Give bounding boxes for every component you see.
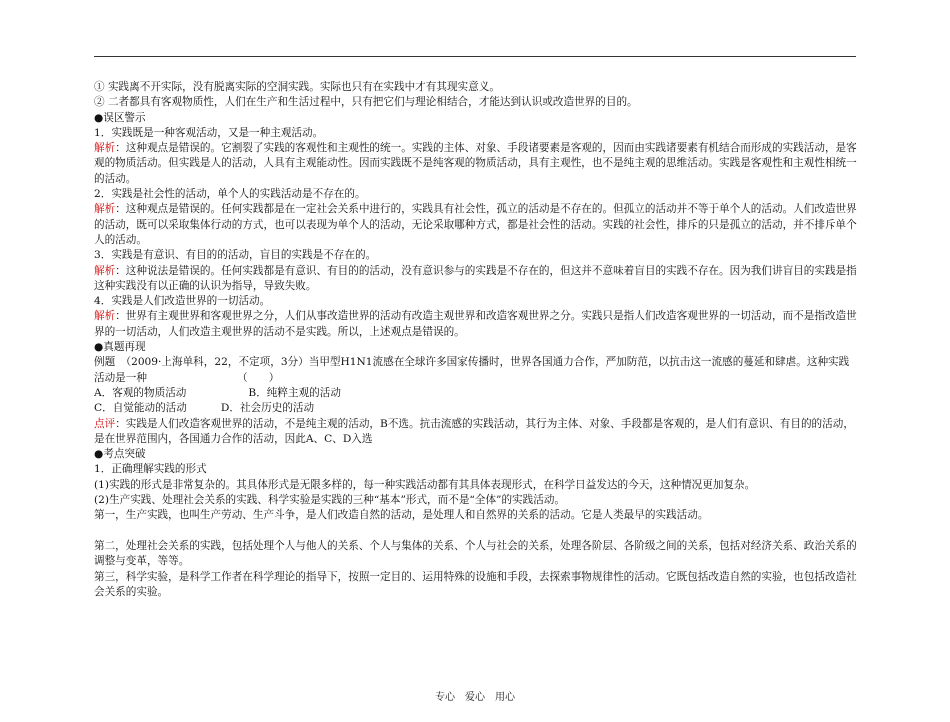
section-heading-exam: ●真题再现 [94,341,146,354]
key-point-3: (2)生产实践、处理社会关系的实践、科学实验是实践的三种“基本”形式，而不是“全体”的实践活动。 [94,494,566,507]
misconception-1: 1．实践既是一种客观活动，又是一种主观活动。 [94,126,324,139]
option-c: C．自觉能动的活动 [94,402,187,415]
example-question [94,355,858,386]
analysis-label: 解析 [94,264,116,277]
section-heading-key-points: ●考点突破 [94,448,146,461]
analysis-text: ：这种说法是错误的。任何实践都是有意识、有目的的活动，没有意识参与的实践是不存在的，但这并不意味着盲目的实践不存在。因为我们讲盲目的实践是指这种实践没有以正确的认识为指导，导致失败。 [94,264,857,292]
commentary-label: 点评 [94,417,116,430]
analysis-label: 解析 [94,310,116,323]
point-2: ② 二者都具有客观物质性，人们在生产和生活过程中，只有把它们与理论相结合，才能达到认识或改造世界的目的。 [94,96,638,109]
misconception-4: 4．实践是人们改造世界的一切活动。 [94,295,271,308]
analysis-label: 解析 [94,142,116,155]
point-1: ① 实践离不开实际，没有脱离实际的空洞实践。实际也只有在实践中才有其现实意义。 [94,81,500,93]
section-heading-misconceptions: ●误区警示 [94,111,146,124]
option-d: D．社会历史的活动 [220,402,315,415]
analysis-label: 解析 [94,203,116,216]
options-row-2 [94,401,858,416]
options-row-1 [94,386,858,401]
key-point-6: 第三，科学实验，是科学工作者在科学理论的指导下，按照一定目的、运用特殊的设施和手段，去探索事物规律性的活动。它既包括改造自然的实验，也包括改造社会关系的实验。 [94,570,857,598]
analysis-4 [94,309,858,340]
blank-line [94,524,858,539]
key-point-4: 第一，生产实践，也叫生产劳动、生产斗争，是人们改造自然的活动，是处理人和自然界的关系的活动。它是人类最早的实践活动。 [94,509,709,522]
analysis-text: ：这种观点是错误的。它割裂了实践的客观性和主观性的统一。实践的主体、对象、手段诸要素是客观的，因而由实践诸要素有机结合而形成的实践活动，是客观的物质活动。但实践是人的活动，人具有主观能动性。因而实践既不是纯客观的物质活动，具有主观性，也不是纯主观的思维活动。实践是客观性和主观性相统一的活动。 [94,142,857,185]
document-body [94,80,858,600]
misconception-2: 2．实践是社会性的活动，单个人的实践活动是不存在的。 [94,188,366,201]
option-a: A．客观的物质活动 [94,386,187,399]
analysis-3 [94,264,858,295]
page-footer: 专心 爱心 用心 [435,692,515,703]
example-question-text: 例题 （2009·上海单科，22，不定项，3分）当甲型H1N1流感在全球许多国家传播时，世界各国通力合作，严加防范，以抗击这一流感的蔓延和肆虐。这种实践活动是一种 [94,356,850,384]
analysis-1 [94,141,858,187]
analysis-text: ：这种观点是错误的。任何实践都是在一定社会关系中进行的，实践具有社会性，孤立的活动是不存在的。但孤立的活动并不等于单个人的活动。人们改造世界的活动，既可以采取集体行动的方式，也可以表现为单个人的活动，无论采取哪种方式，都是社会性的活动。实践的社会性，排斥的只是孤立的活动，并不排斥单个人的活动。 [94,203,857,246]
analysis-text: ：世界有主观世界和客观世界之分，人们从事改造世界的活动有改造主观世界和改造客观世界之分。实践只是指人们改造客观世界的一切活动，而不是指改造世界的一切活动，人们改造主观世界的活动不是实践。所以，上述观点是错误的。 [94,310,857,338]
key-point-5: 第二，处理社会关系的实践，包括处理个人与他人的关系、个人与集体的关系、个人与社会的关系，处理各阶层、各阶级之间的关系，包括对经济关系、政治关系的调整与变革，等等。 [94,539,857,568]
commentary [94,417,858,448]
option-b: B．纯粹主观的活动 [248,386,341,399]
key-point-1: 1．正确理解实践的形式 [94,463,207,476]
analysis-2 [94,202,858,248]
commentary-text: ：实践是人们改造客观世界的活动，不是纯主观的活动，B不选。抗击流感的实践活动，其行为主体、对象、手段都是客观的，是人们有意识、有目的的活动，是在世界范围内，各国通力合作的活动，因此A、C、D入选 [94,417,854,445]
answer-paren: （ ） [236,371,280,384]
misconception-3: 3．实践是有意识、有目的的活动，盲目的实践是不存在的。 [94,249,377,262]
header-rule [94,56,856,57]
key-point-2: (1)实践的形式是非常复杂的。其具体形式是无限多样的，每一种实践活动都有其具体表现形式，在科学日益发达的今天，这种情况更加复杂。 [94,478,756,491]
